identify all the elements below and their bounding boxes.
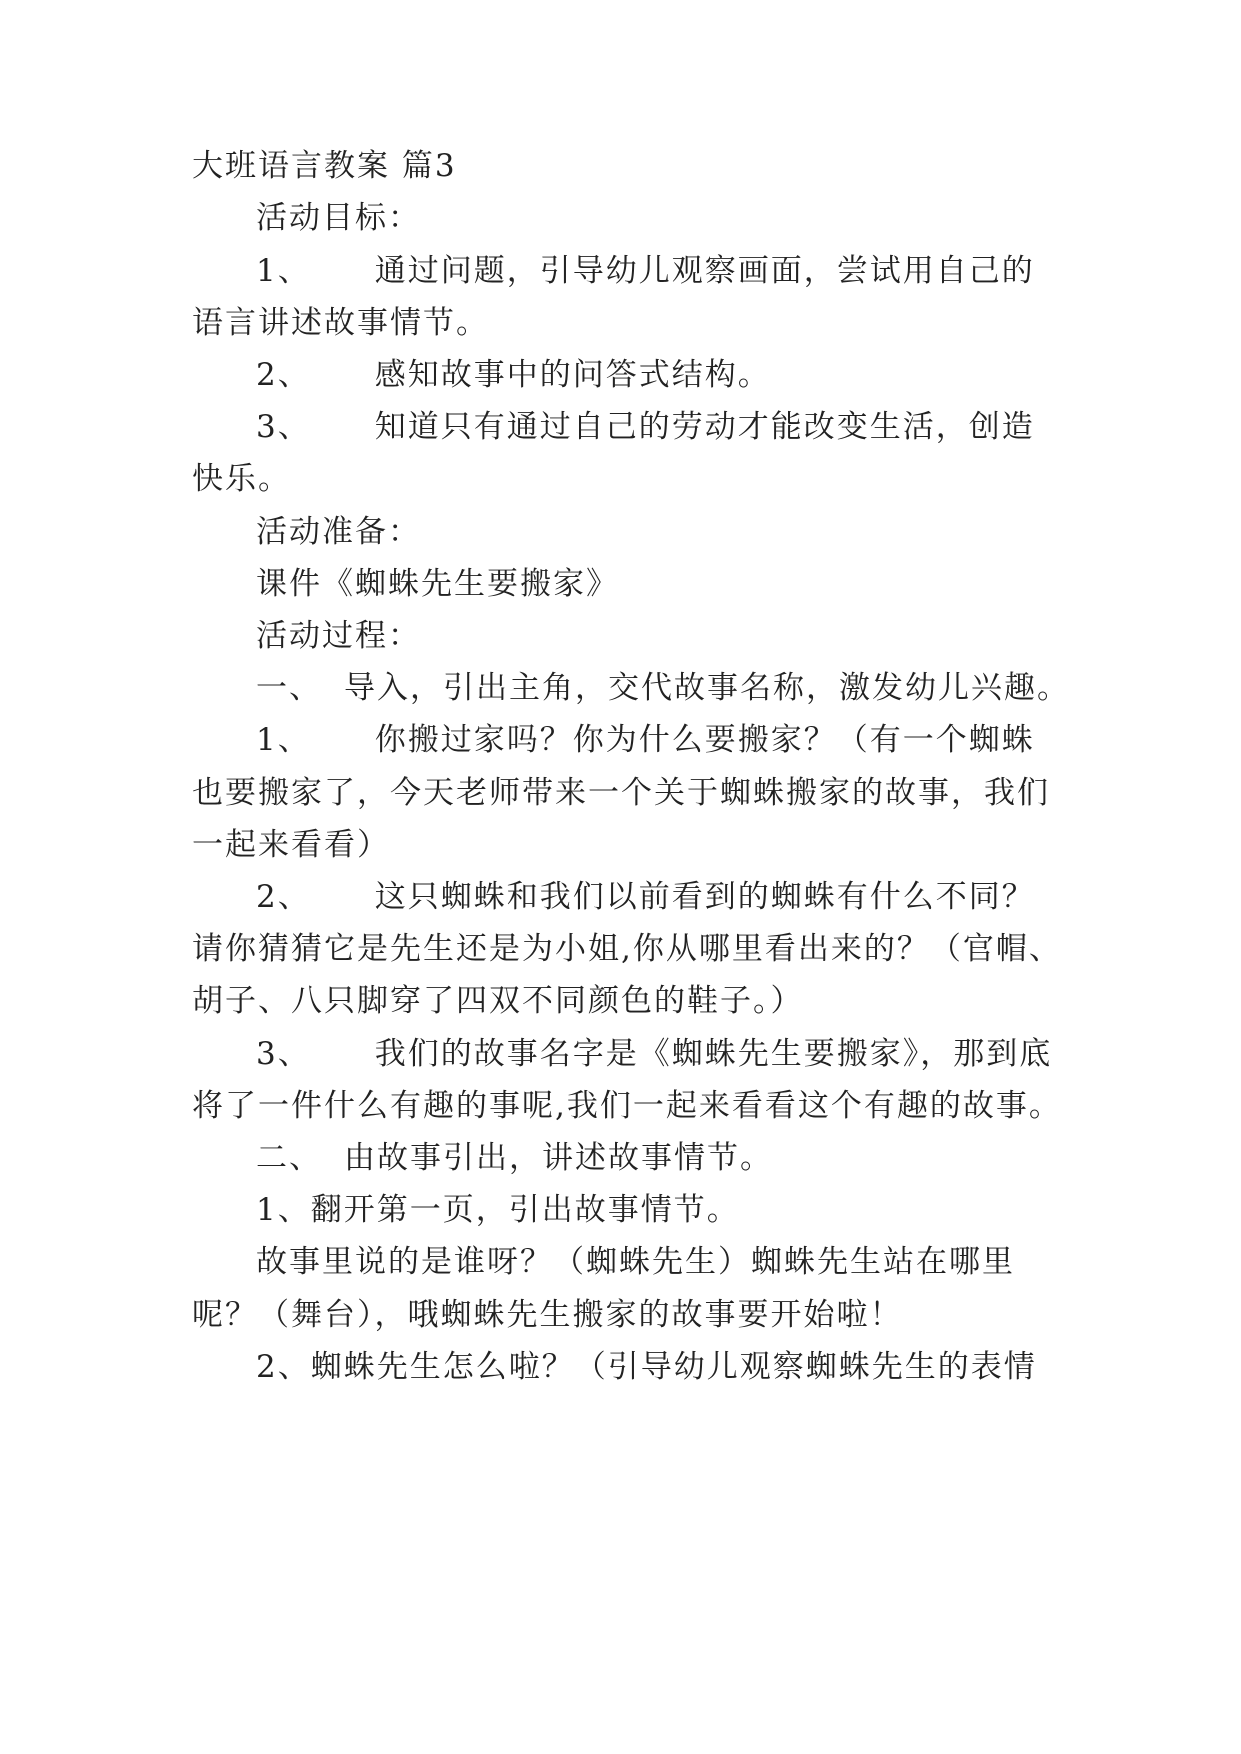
step-2-text: 由故事引出，讲述故事情节。	[344, 1140, 773, 1176]
goal-1-number: 1、	[256, 253, 311, 289]
goal-3-text-1: 知道只有通过自己的劳动才能改变生活，创造	[374, 409, 1035, 445]
step-1-1-number: 1、	[256, 722, 311, 758]
goal-3-line-1	[256, 407, 1035, 447]
step-1-text: 导入，引出主角，交代故事名称，激发幼儿兴趣。	[344, 670, 1070, 706]
step-2-1-line: 1、翻开第一页，引出故事情节。	[256, 1192, 740, 1228]
step-1-1-line-1	[256, 720, 1035, 760]
step-1-3-line-1	[256, 1034, 1052, 1074]
goal-3-line-2: 快乐。	[192, 461, 291, 497]
goals-heading: 活动目标：	[256, 200, 421, 236]
step-1-3-text-1: 我们的故事名字是《蜘蛛先生要搬家》，那到底	[374, 1036, 1053, 1072]
goal-1-line-1	[256, 251, 1035, 291]
step-2-number: 二、	[256, 1140, 322, 1176]
step-1-number: 一、	[256, 670, 322, 706]
goal-1-text-1: 通过问题，引导幼儿观察画面，尝试用自己的	[374, 253, 1035, 289]
prep-heading: 活动准备：	[256, 514, 421, 550]
step-1-2-line-2: 请你猜猜它是先生还是为小姐,你从哪里看出来的？（官帽、	[192, 931, 1062, 967]
step-1-1-line-3: 一起来看看）	[192, 827, 390, 863]
step-2-2-line: 2、蜘蛛先生怎么啦？（引导幼儿观察蜘蛛先生的表情	[256, 1349, 1037, 1385]
title-text: 大班语言教案 篇3	[192, 148, 457, 184]
step-1-2-line-3: 胡子、八只脚穿了四双不同颜色的鞋子。）	[192, 983, 804, 1019]
step-1-1-text-1: 你搬过家吗？你为什么要搬家？（有一个蜘蛛	[374, 722, 1035, 758]
step-1-2-text-1: 这只蜘蛛和我们以前看到的蜘蛛有什么不同？	[374, 879, 1035, 915]
process-heading: 活动过程：	[256, 618, 421, 654]
step-1-3-number: 3、	[256, 1036, 311, 1072]
goal-2-text: 感知故事中的问答式结构。	[374, 357, 771, 393]
step-2-line	[256, 1138, 773, 1178]
goal-1-line-2: 语言讲述故事情节。	[192, 305, 489, 341]
goal-2-line	[256, 355, 771, 395]
step-1-line	[256, 668, 1070, 708]
goal-2-number: 2、	[256, 357, 311, 393]
step-2-1-question-line-2: 呢？（舞台），哦蜘蛛先生搬家的故事要开始啦！	[192, 1297, 903, 1333]
step-1-2-line-1	[256, 877, 1035, 917]
step-1-1-line-2: 也要搬家了，今天老师带来一个关于蜘蛛搬家的故事，我们	[192, 775, 1050, 811]
step-1-3-line-2: 将了一件什么有趣的事呢,我们一起来看看这个有趣的故事。	[192, 1088, 1062, 1124]
step-2-1-question-line-1: 故事里说的是谁呀？（蜘蛛先生）蜘蛛先生站在哪里	[256, 1244, 1015, 1280]
prep-text: 课件《蜘蛛先生要搬家》	[256, 566, 619, 602]
goal-3-number: 3、	[256, 409, 311, 445]
step-1-2-number: 2、	[256, 879, 311, 915]
document-title	[192, 146, 457, 186]
